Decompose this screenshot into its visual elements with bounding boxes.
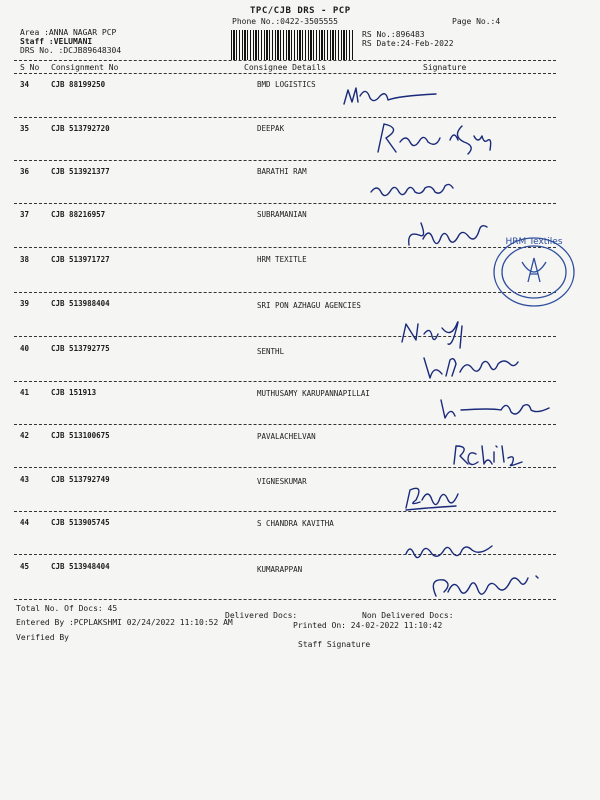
- row-sno: 34: [20, 80, 30, 89]
- delivered-docs: Delivered Docs:: [225, 611, 298, 620]
- stamp-text: HRM Textiles: [505, 237, 563, 247]
- signature-37: [405, 215, 500, 251]
- row-sno: 45: [20, 562, 30, 571]
- divider: [14, 60, 556, 61]
- row-divider: [14, 160, 556, 161]
- row-consignee: SENTHL: [257, 347, 285, 356]
- area-label: Area :ANNA NAGAR PCP: [20, 28, 117, 37]
- row-consignment-no: CJB 88199250: [51, 80, 106, 89]
- document-title: TPC/CJB DRS - PCP: [250, 6, 351, 16]
- column-header-consignment: Consignment No: [51, 63, 119, 72]
- row-sno: 35: [20, 124, 30, 133]
- column-header-signature: Signature: [423, 63, 467, 72]
- drs-number: DRS No. :DCJB89648304: [20, 46, 122, 55]
- row-consignee: MUTHUSAMY KARUPANNAPILLAI: [257, 389, 370, 398]
- phone-number: Phone No.:0422-3505555: [232, 17, 338, 26]
- row-consignment-no: CJB 513905745: [51, 518, 110, 527]
- row-consignee: BMD LOGISTICS: [257, 80, 316, 89]
- row-consignment-no: CJB 513921377: [51, 167, 110, 176]
- row-consignment-no: CJB 513971727: [51, 255, 110, 264]
- row-sno: 44: [20, 518, 30, 527]
- row-consignee: DEEPAK: [257, 124, 285, 133]
- signature-36: [365, 178, 465, 202]
- entered-by: Entered By :PCPLAKSHMI 02/24/2022 11:10:52 AM: [16, 618, 233, 627]
- signature-42: [448, 442, 528, 468]
- company-stamp: [488, 232, 580, 312]
- row-consignee: KUMARAPPAN: [257, 565, 303, 574]
- row-divider: [14, 292, 556, 293]
- row-consignment-no: CJB 513100675: [51, 431, 110, 440]
- row-consignee: SUBRAMANIAN: [257, 210, 307, 219]
- signature-40: [418, 352, 528, 384]
- rs-number: RS No.:896483: [362, 30, 425, 39]
- page-number: Page No.:4: [452, 17, 501, 26]
- row-consignee: HRM TEXITLE: [257, 255, 307, 264]
- non-delivered-docs: Non Delivered Docs:: [362, 611, 454, 620]
- row-sno: 36: [20, 167, 30, 176]
- row-sno: 40: [20, 344, 30, 353]
- row-consignment-no: CJB 513792720: [51, 124, 110, 133]
- row-consignee: BARATHI RAM: [257, 167, 307, 176]
- barcode: [231, 30, 353, 60]
- row-consignment-no: CJB 513988404: [51, 299, 110, 308]
- row-consignment-no: CJB 151913: [51, 388, 97, 397]
- column-header-sno: S No: [20, 63, 40, 72]
- signature-41: [435, 396, 555, 422]
- total-docs: Total No. Of Docs: 45: [16, 604, 118, 613]
- row-consignee: PAVALACHELVAN: [257, 432, 316, 441]
- signature-43: [400, 482, 470, 514]
- row-sno: 43: [20, 475, 30, 484]
- verified-by: Verified By: [16, 633, 69, 642]
- signature-39: [398, 318, 488, 350]
- row-consignee: S CHANDRA KAVITHA: [257, 519, 334, 528]
- row-sno: 39: [20, 299, 30, 308]
- signature-35: [370, 118, 500, 158]
- row-consignee: SRI PON AZHAGU AGENCIES: [257, 301, 361, 310]
- printed-on: Printed On: 24-02-2022 11:10:42: [293, 621, 443, 630]
- rs-date: RS Date:24-Feb-2022: [362, 39, 454, 48]
- signature-34: [340, 82, 440, 112]
- row-divider: [14, 424, 556, 425]
- row-consignment-no: CJB 513792749: [51, 475, 110, 484]
- divider: [14, 73, 556, 74]
- signature-44: [400, 540, 500, 564]
- staff-label: Staff :VELUMANI: [20, 37, 93, 46]
- row-divider: [14, 511, 556, 512]
- staff-signature-label: Staff Signature: [298, 640, 371, 649]
- row-divider: [14, 203, 556, 204]
- row-sno: 38: [20, 255, 30, 264]
- signature-45: [428, 570, 548, 604]
- row-consignment-no: CJB 513948404: [51, 562, 110, 571]
- row-consignee: VIGNESKUMAR: [257, 477, 307, 486]
- row-consignment-no: CJB 513792775: [51, 344, 110, 353]
- column-header-consignee: Consignee Details: [244, 63, 326, 72]
- row-sno: 42: [20, 431, 30, 440]
- row-sno: 37: [20, 210, 30, 219]
- row-sno: 41: [20, 388, 30, 397]
- row-consignment-no: CJB 88216957: [51, 210, 106, 219]
